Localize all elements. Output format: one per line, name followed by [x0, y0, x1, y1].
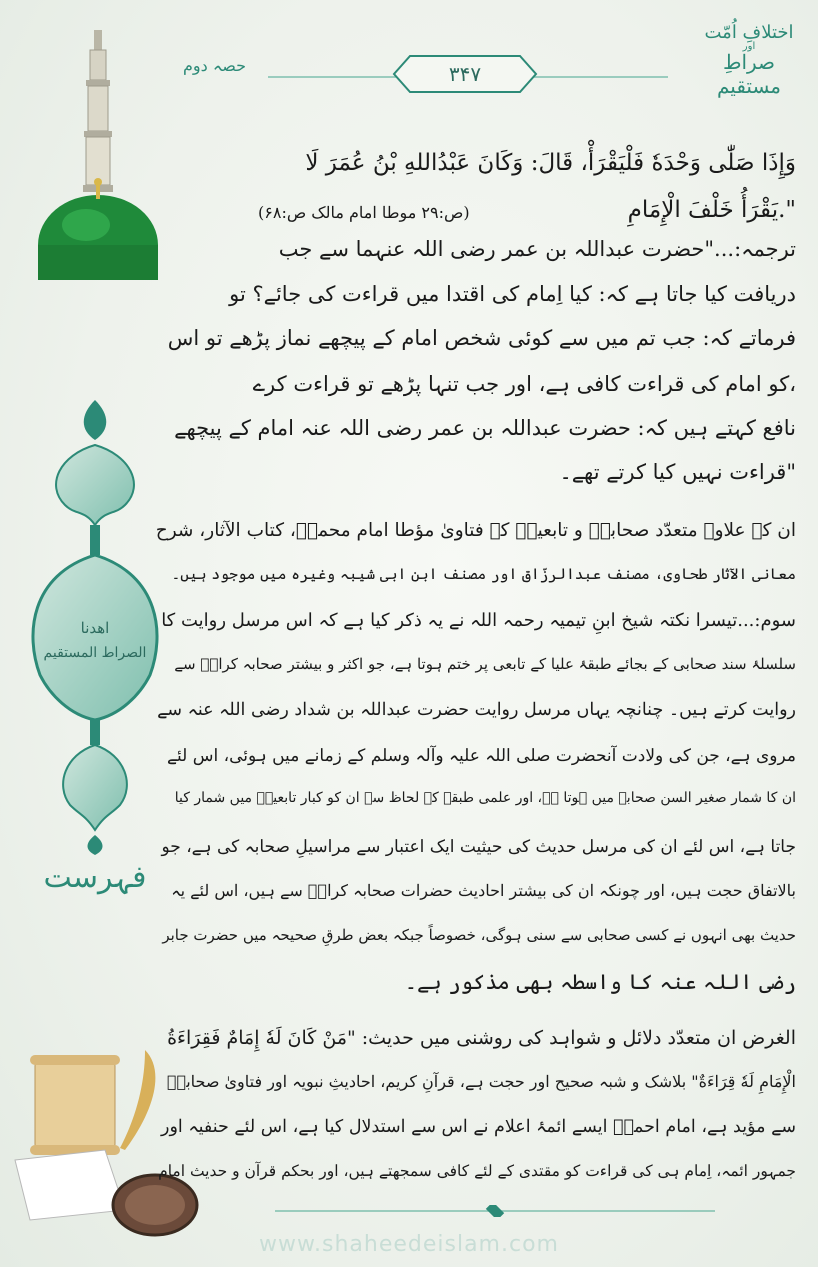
emblem-text-main: الصراط المستقیم — [43, 645, 147, 661]
scroll-and-quill-illustration — [5, 1040, 205, 1240]
body-line-13: روایت کرتے ہیں۔ چنانچہ یہاں مرسل روایت حضرت عبداللہ بن شداد رضی اللہ عنہ سے — [157, 700, 796, 720]
body-line-18: حدیث بھی انہوں نے کسی صحابی سے سنی ہوگی، خصوصاً جبکہ بعض طرقِ صحیحہ میں حضرت جابر — [162, 926, 796, 944]
page-number: ۳۴۷ — [448, 62, 482, 86]
body-line-22: سے مؤید ہے، امام احمدؒ ایسے ائمۂ اعلام نے اس سے استدلال کیا ہے، اس لئے حنفیہ اور — [161, 1117, 796, 1137]
body-line-10: معانی الآثار طحاوی، مصنف عبدالرزّاق اور مصنف ابن ابی شیبہ وغیرہ میں موجود ہیں۔ — [171, 565, 796, 583]
footer-divider — [275, 1205, 715, 1217]
body-line-8: قراءت نہیں کیا کرتے تھے۔" — [559, 460, 796, 484]
body-line-12: سلسلۂ سند صحابی کے بجائے طبقۂ علیا کے تابعی پر ختم ہوتا ہے، جو اکثر و بیشتر صحابہ کرامؓ سے — [174, 655, 796, 673]
body-line-7: نافع کہتے ہیں کہ: حضرت عبداللہ بن عمر رضی اللہ عنہ امام کے پیچھے — [174, 416, 796, 440]
book-title-line2: اور — [742, 41, 756, 52]
body-line-5: فرماتے کہ: جب تم میں سے کوئی شخص امام کے پیچھے نماز پڑھے تو اس — [167, 326, 796, 350]
body-line-3: ترجمہ:..."حضرت عبداللہ بن عمر رضی اللہ عنہما سے جب — [278, 237, 796, 261]
green-dome-illustration — [28, 20, 168, 280]
body-line-20: الغرض ان متعدّد دلائل و شواہد کی روشنی میں حدیث: "مَنْ كَانَ لَهٗ إِمَامٌ فَقِرَاءَةُ — [167, 1027, 796, 1049]
reference-citation: (ص:۲۹ موطا امام مالک ص:۶۸) — [258, 203, 470, 222]
body-line-19: رضی اللہ عنہ کا واسطہ بھی مذکور ہے۔ — [404, 970, 796, 994]
index-link[interactable]: فہرست — [43, 860, 147, 895]
book-title-line1: اختلافِ اُمّت — [704, 22, 794, 43]
body-line-9: ان کے علاوہ متعدّد صحابہؓ و تابعینؒ کے فتاویٰ مؤطا امام محمدؒ، کتاب الآثار، شرح — [155, 520, 796, 541]
website-link[interactable]: www.shaheedeislam.com — [259, 1232, 559, 1257]
body-line-6: کو امام کی قراءت کافی ہے، اور جب تنہا پڑھے تو قراءت کرے، — [252, 372, 796, 396]
page-number-badge — [390, 52, 540, 96]
ornamental-emblem — [20, 395, 170, 855]
book-title-line3: صراطِ مستقیم — [716, 50, 782, 98]
body-line-2: يَقْرَأُ خَلْفَ الْإِمَامِ." — [627, 197, 796, 223]
body-line-21: الْإِمَامِ لَهٗ قِرَاءَةٌ" بلاشک و شبہ صحیح اور حجت ہے، قرآنِ کریم، احادیثِ نبویہ اور فتاویٰ صحابہؓ — [166, 1072, 796, 1091]
body-line-17: بالاتفاق حجت ہیں، اور چونکہ ان کی بیشتر احادیث حضرات صحابہ کرامؓ سے ہیں، اس لئے یہ — [171, 881, 796, 900]
body-line-4: دریافت کیا جاتا ہے کہ: کیا اِمام کی اقتدا میں قراءت کی جائے؟ تو — [229, 282, 796, 306]
emblem-text-top: اھدنا — [80, 619, 110, 637]
body-line-23: جمہور ائمہ، اِمام ہی کی قراءت کو مقتدی کے لئے کافی سمجھتے ہیں، اور بحکم قرآن و حدیث امام — [158, 1162, 796, 1180]
volume-label: حصہ دوم — [183, 56, 246, 75]
body-line-15: ان کا شمار صغیر السن صحابہ میں ہوتا ہے، اور علمی طبقے کے لحاظ سے ان کو کبار تابعینؒ میں شمار کیا — [174, 790, 796, 806]
body-line-14: مروی ہے، جن کی ولادت آنحضرت صلی اللہ علیہ وآلہ وسلم کے زمانے میں ہوئی، اس لئے — [167, 746, 796, 766]
body-line-11: سوم:...تیسرا نکتہ شیخ ابنِ تیمیہ رحمہ اللہ نے یہ ذکر کیا ہے کہ اس مرسل روایت کا — [161, 610, 796, 631]
body-line-16: جاتا ہے، اس لئے ان کی مرسل حدیث کی حیثیت ایک اعتبار سے مراسیلِ صحابہ کی ہے، جو — [161, 837, 796, 857]
body-line-1: وَإِذَا صَلّٰى وَحْدَهٗ فَلْيَقْرَأْ، قَالَ: وَكَانَ عَبْدُاللهِ بْنُ عُمَرَ لَا — [305, 150, 796, 176]
book-title — [694, 22, 804, 98]
